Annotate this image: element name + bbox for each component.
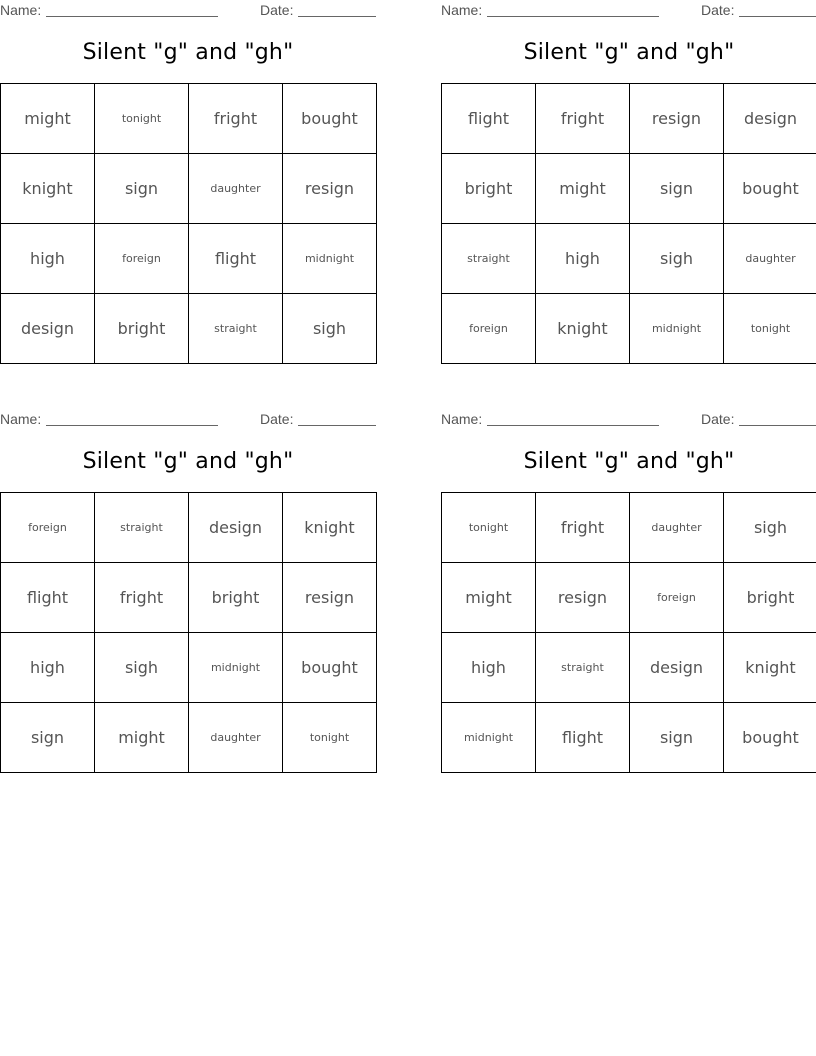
grid-cell: midnight xyxy=(283,224,377,294)
grid-cell: sign xyxy=(630,154,724,224)
grid-cell: straight xyxy=(189,294,283,364)
grid-cell: fright xyxy=(95,563,189,633)
card-title: Silent "g" and "gh" xyxy=(523,40,735,65)
date-label: Date: xyxy=(260,411,294,427)
grid-cell: bright xyxy=(724,563,816,633)
grid-cell: straight xyxy=(95,493,189,563)
bingo-card-3 xyxy=(0,409,376,789)
grid-cell: bright xyxy=(442,154,536,224)
date-field-line xyxy=(298,2,376,17)
grid-cell: bought xyxy=(724,154,816,224)
grid-row xyxy=(1,84,377,154)
grid-cell: daughter xyxy=(630,493,724,563)
grid-row xyxy=(442,154,816,224)
bingo-card-2 xyxy=(441,0,816,380)
grid-row xyxy=(442,84,816,154)
grid-cell: tonight xyxy=(283,703,377,773)
grid-cell: foreign xyxy=(630,563,724,633)
grid-cell: midnight xyxy=(189,633,283,703)
grid-cell: might xyxy=(442,563,536,633)
grid-row xyxy=(442,493,816,563)
grid-cell: bright xyxy=(189,563,283,633)
grid-cell: high xyxy=(442,633,536,703)
grid-cell: knight xyxy=(1,154,95,224)
grid-cell: tonight xyxy=(724,294,816,364)
card-title: Silent "g" and "gh" xyxy=(82,449,294,474)
card-header xyxy=(0,0,376,22)
grid-cell: tonight xyxy=(442,493,536,563)
grid-row xyxy=(442,563,816,633)
grid-cell: daughter xyxy=(189,154,283,224)
grid-cell: fright xyxy=(536,493,630,563)
date-field-line xyxy=(739,411,816,426)
grid-cell: daughter xyxy=(189,703,283,773)
name-field-line xyxy=(46,2,218,17)
grid-cell: design xyxy=(630,633,724,703)
name-field-line xyxy=(46,411,218,426)
grid-cell: tonight xyxy=(95,84,189,154)
grid-cell: resign xyxy=(283,563,377,633)
grid-cell: sigh xyxy=(95,633,189,703)
date-field-line xyxy=(298,411,376,426)
grid-row xyxy=(1,294,377,364)
grid-row xyxy=(442,224,816,294)
grid-cell: sigh xyxy=(283,294,377,364)
date-field-line xyxy=(739,2,816,17)
date-label: Date: xyxy=(260,2,294,18)
grid-cell: knight xyxy=(536,294,630,364)
grid-row xyxy=(1,493,377,563)
grid-cell: midnight xyxy=(630,294,724,364)
grid-cell: sign xyxy=(630,703,724,773)
name-field-line xyxy=(487,2,659,17)
card-title: Silent "g" and "gh" xyxy=(523,449,735,474)
grid-cell: design xyxy=(724,84,816,154)
grid-row xyxy=(1,703,377,773)
name-label: Name: xyxy=(0,2,42,18)
grid-cell: fright xyxy=(536,84,630,154)
name-label: Name: xyxy=(441,411,483,427)
grid-cell: high xyxy=(536,224,630,294)
grid-cell: bought xyxy=(283,633,377,703)
grid-row xyxy=(1,154,377,224)
card-title: Silent "g" and "gh" xyxy=(82,40,294,65)
grid-cell: foreign xyxy=(442,294,536,364)
grid-cell: flight xyxy=(442,84,536,154)
card-header xyxy=(441,409,816,431)
bingo-grid xyxy=(441,492,816,773)
grid-cell: resign xyxy=(283,154,377,224)
grid-cell: sigh xyxy=(724,493,816,563)
grid-cell: midnight xyxy=(442,703,536,773)
grid-cell: resign xyxy=(630,84,724,154)
card-header xyxy=(441,0,816,22)
grid-cell: knight xyxy=(283,493,377,563)
grid-cell: flight xyxy=(189,224,283,294)
grid-cell: might xyxy=(536,154,630,224)
bingo-card-1 xyxy=(0,0,376,380)
grid-cell: daughter xyxy=(724,224,816,294)
grid-cell: high xyxy=(1,633,95,703)
bingo-card-4 xyxy=(441,409,816,789)
grid-cell: design xyxy=(189,493,283,563)
bingo-grid xyxy=(0,492,377,773)
grid-row xyxy=(1,224,377,294)
grid-row xyxy=(442,633,816,703)
grid-cell: bought xyxy=(724,703,816,773)
grid-cell: foreign xyxy=(1,493,95,563)
grid-row xyxy=(1,563,377,633)
grid-cell: foreign xyxy=(95,224,189,294)
grid-cell: sign xyxy=(1,703,95,773)
grid-cell: might xyxy=(1,84,95,154)
name-field-line xyxy=(487,411,659,426)
grid-cell: flight xyxy=(1,563,95,633)
bingo-grid xyxy=(441,83,816,364)
grid-cell: flight xyxy=(536,703,630,773)
grid-row xyxy=(1,633,377,703)
grid-cell: bright xyxy=(95,294,189,364)
grid-cell: sigh xyxy=(630,224,724,294)
grid-cell: fright xyxy=(189,84,283,154)
grid-cell: resign xyxy=(536,563,630,633)
grid-cell: might xyxy=(95,703,189,773)
name-label: Name: xyxy=(441,2,483,18)
grid-cell: high xyxy=(1,224,95,294)
grid-row xyxy=(442,294,816,364)
grid-cell: bought xyxy=(283,84,377,154)
grid-cell: design xyxy=(1,294,95,364)
grid-cell: sign xyxy=(95,154,189,224)
name-label: Name: xyxy=(0,411,42,427)
grid-cell: straight xyxy=(536,633,630,703)
date-label: Date: xyxy=(701,2,735,18)
date-label: Date: xyxy=(701,411,735,427)
grid-cell: straight xyxy=(442,224,536,294)
grid-row xyxy=(442,703,816,773)
grid-cell: knight xyxy=(724,633,816,703)
bingo-grid xyxy=(0,83,377,364)
card-header xyxy=(0,409,376,431)
